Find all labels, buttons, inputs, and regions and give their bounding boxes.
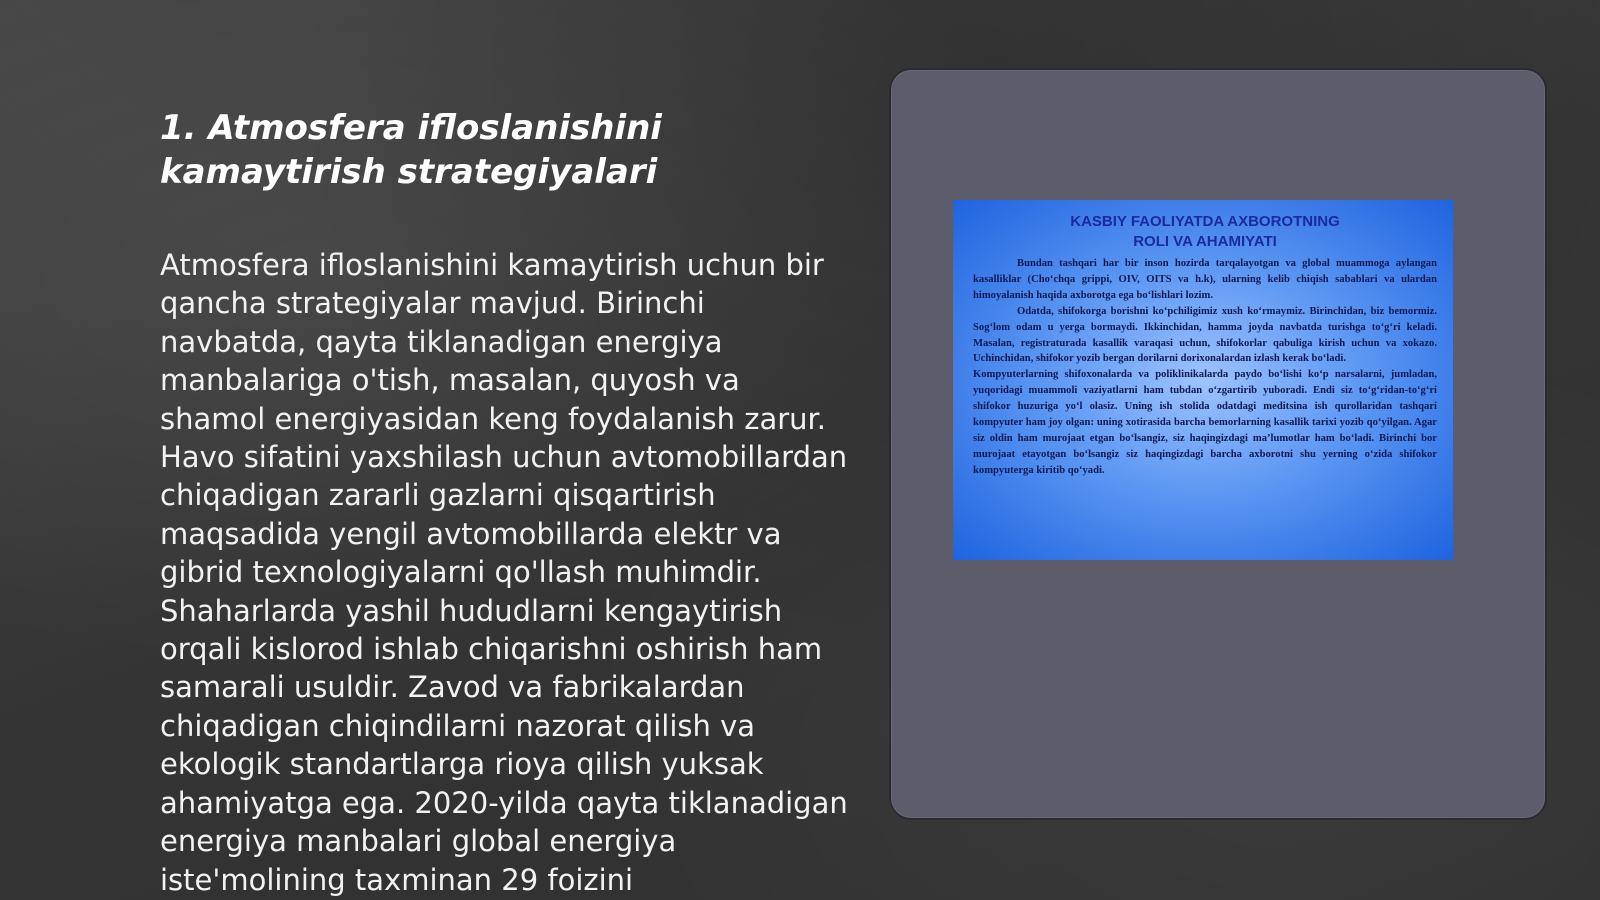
document-heading-line-2: ROLI VA AHAMIYATI	[1133, 233, 1277, 250]
document-heading-line-1: KASBIY FAOLIYATDA AXBOROTNING	[1070, 213, 1340, 230]
document-paragraph-1: Bundan tashqari har bir inson hozirda tarqalayotgan va global muammoga aylangan kasalliklar (Cho‘chqa grippi, OIV, OITS va h.k), ularning kelib chiqish sabablari va ulardan himoyalanish haqida axborotga ega bo‘lishlari lozim.	[973, 258, 1437, 301]
document-heading	[973, 212, 1437, 252]
slide-title: 1. Atmosfera ifloslanishini kamaytirish strategiyalari	[160, 108, 662, 192]
picture-frame	[889, 68, 1547, 820]
document-image	[953, 200, 1453, 560]
slide-body-text: Atmosfera ifloslanishini kamaytirish uchun bir qancha strategiyalar mavjud. Birinchi navbatda, qayta tiklanadigan energiya manbalariga o'tish, masalan, quyosh va shamol energiyasidan keng foydalanish zarur. Havo sifatini yaxshilash uchun avtomobillardan chiqadigan zararli gazlarni qisqartirish maqsadida yengil avtomobillarda elektr va gibrid texnologiyalarni qo'llash muhimdir. Shaharlarda yashil hududlarni kengaytirish orqali kislorod ishlab chiqarishni oshirish ham samarali usuldir. Zavod va fabrikalardan chiqadigan chiqindilarni nazorat qilish va ekologik standartlarga rioya qilish yuksak ahamiyatga ega. 2020-yilda qayta tiklanadigan energiya manbalari global energiya iste'molining taxminan 29 foizini	[160, 248, 848, 897]
document-paragraph-2: Odatda, shifokorga borishni ko‘pchiligimiz xush ko‘rmaymiz. Birinchidan, biz bemormiz. Sog‘lom odam u yerga bormaydi. Ikkinchidan, hamma joyda navbatda turishga to‘g‘ri keladi. Masalan, registraturada kasallik varaqasi uchun, shifokorlar qabuliga kirish uchun va xokazo. Uchinchidan, shifokor yozib bergan dorilarni dorixonalardan izlash kerak bo‘ladi.	[973, 305, 1437, 365]
document-paragraph-3: Kompyuterlarning shifoxonalarda va poliklinikalarda paydo bo‘lishi ko‘p narsalarni, jumladan, yuqoridagi muammoli vaziyatlarni ham tubdan o‘zgartirib yuboradi. Endi siz to‘g‘ridan-to‘g‘ri shifokor huzuriga yo‘l olasiz. Uning ish stolida odatdagi meditsina ish qurollaridan tashqari kompyuter ham joy olgan: uning xotirasida barcha bemorlarning kasallik tarixi yozib qo‘yilgan. Agar siz oldin ham murojaat etgan bo‘lsangiz, siz haqingizdagi ma’lumotlar ham bo‘ladi. Birinchi bor murojaat etayotgan bo‘lsangiz siz haqingizdagi barcha axborotni shu yerning o‘zida shifokor kompyuterga kiritib qo‘yadi.	[973, 369, 1437, 476]
